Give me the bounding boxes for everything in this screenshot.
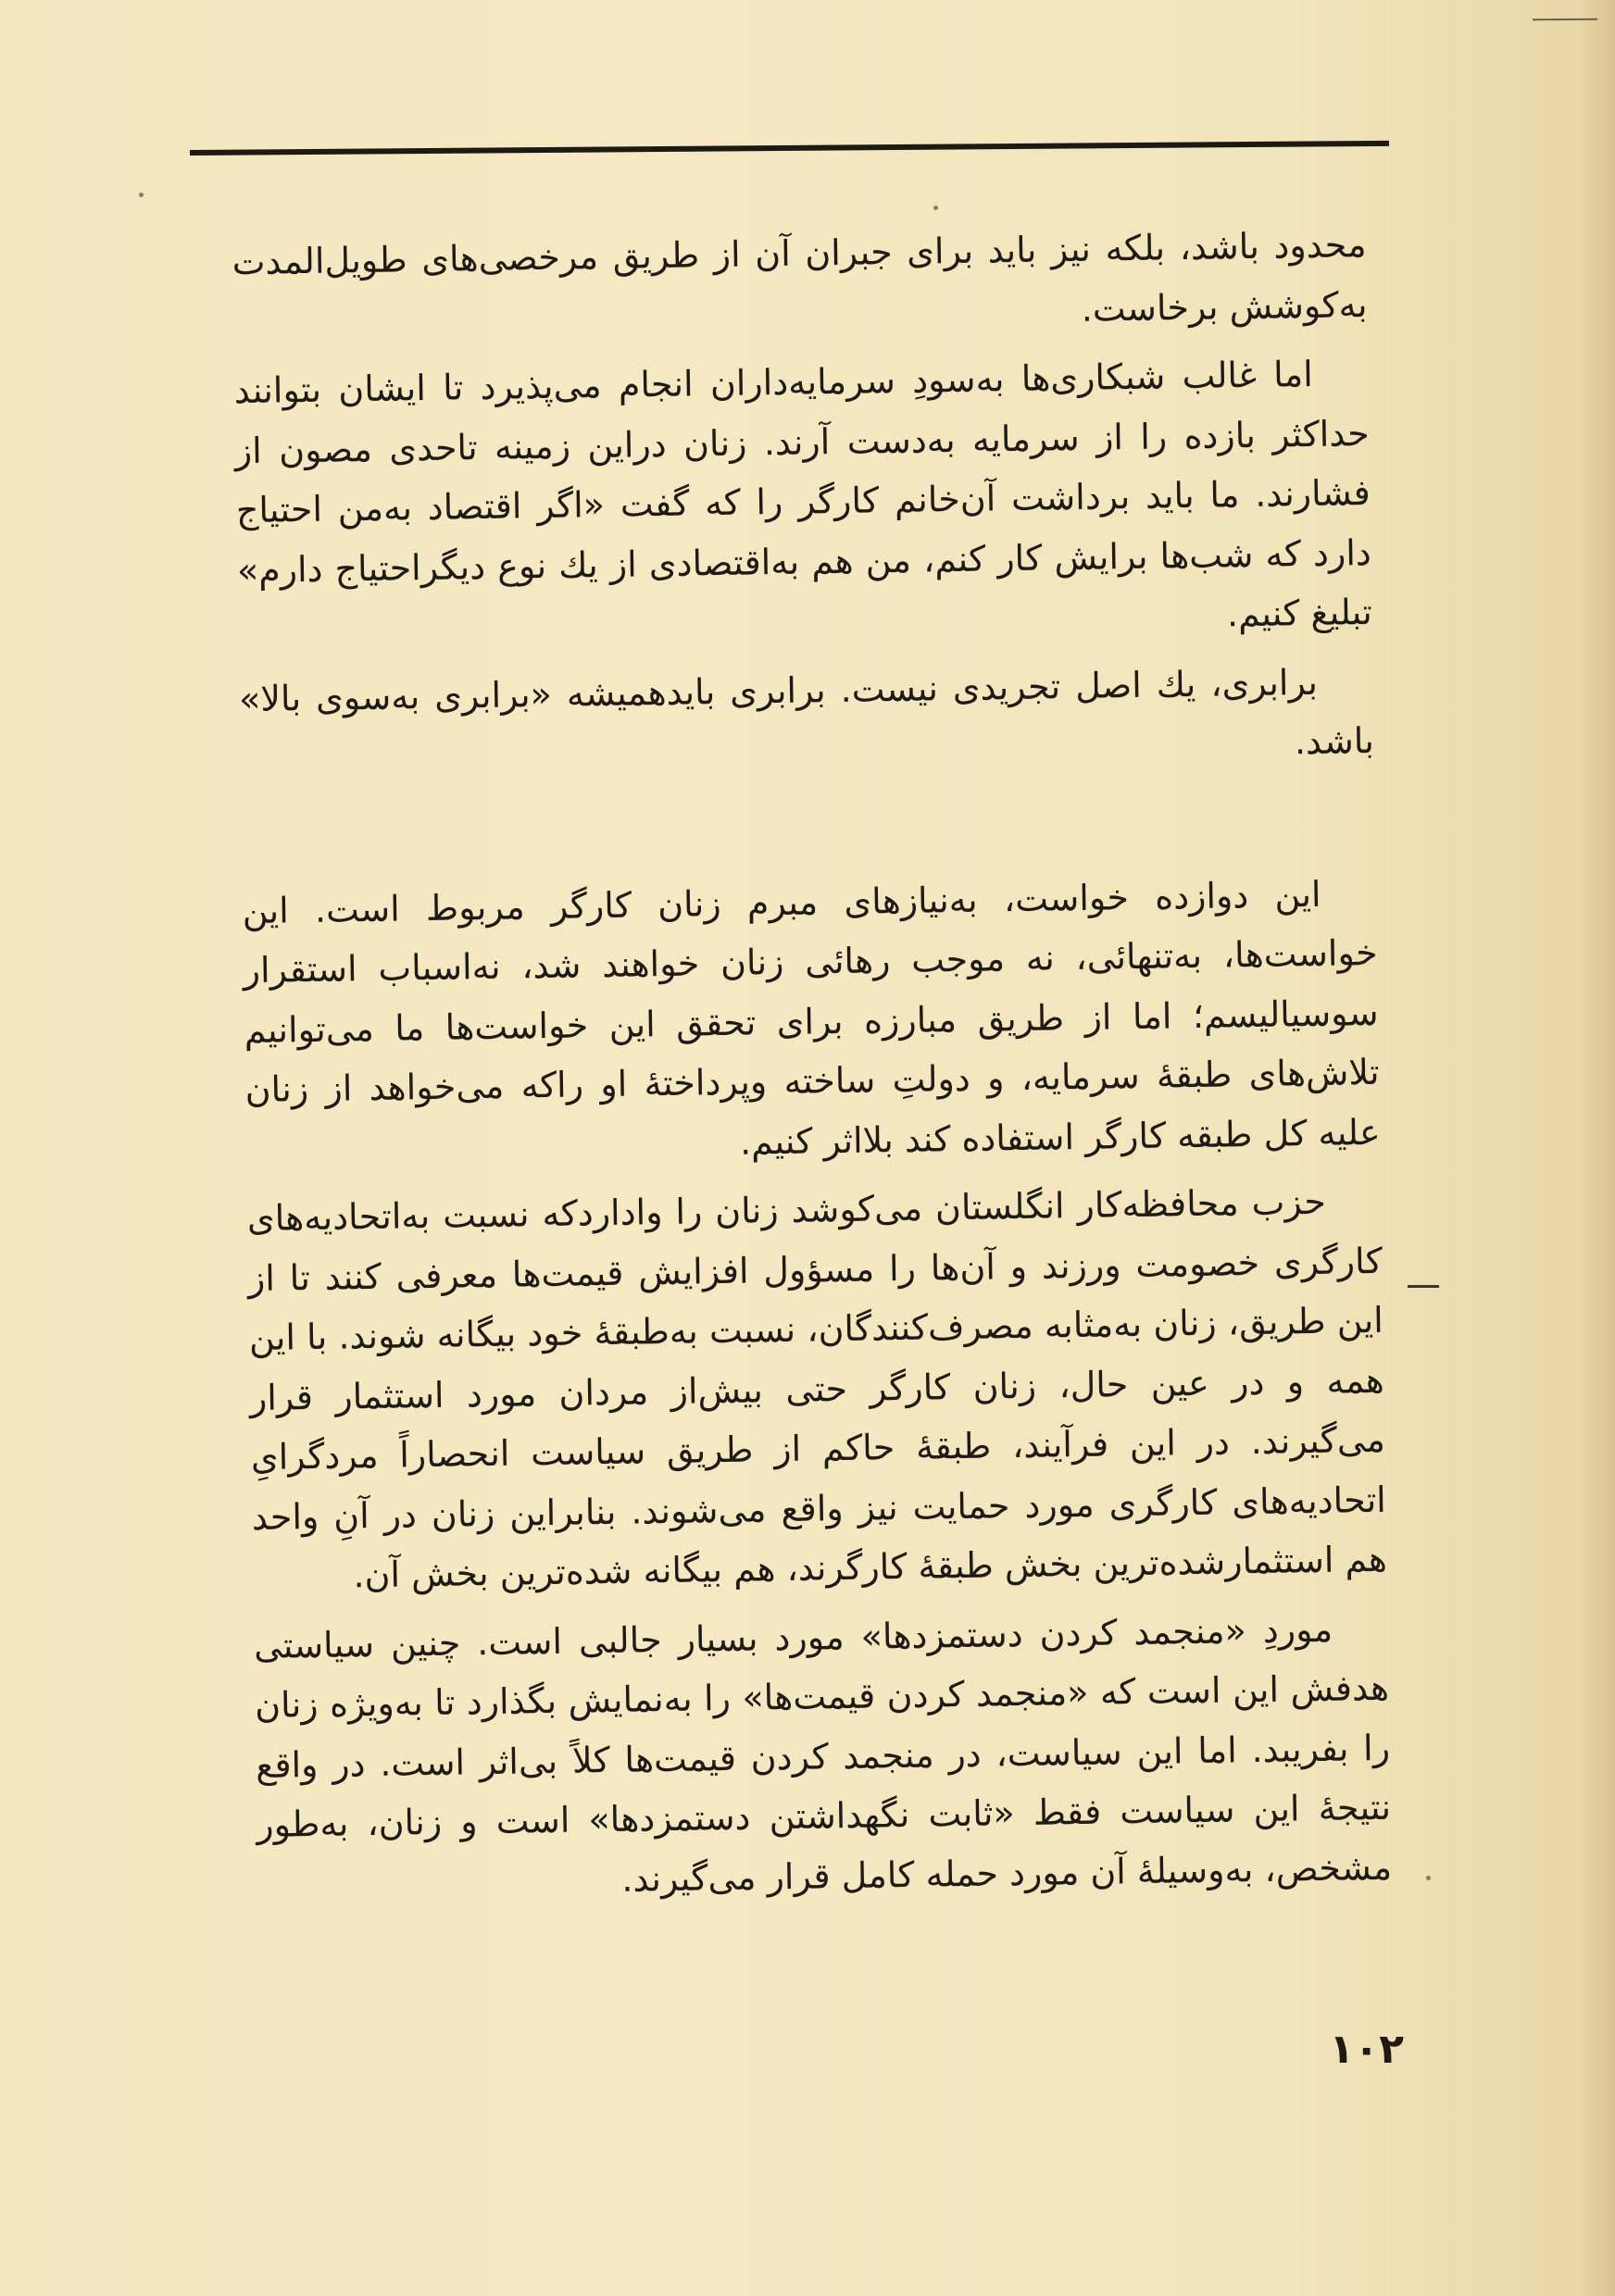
page-edge-shadow: [1578, 0, 1615, 2296]
header-rule: [190, 141, 1389, 156]
paragraph-3: برابری، یك اصل تجریدی نیست. برابری بایدهمیشه «برابری به‌سوی بالا» باشد.: [238, 661, 1375, 763]
margin-mark: [1408, 1285, 1439, 1288]
paper-speck: [139, 193, 144, 197]
paper-speck: [933, 206, 938, 210]
paper-speck: [1426, 1876, 1431, 1880]
paragraph-2: اما غالب شبکاری‌ها به‌سودِ سرمایه‌داران انجام می‌پذیرد تا ایشان بتوانند حداکثر بازده را از سرمایه به‌دست آرند. زنان دراین زمینه تاحدی مصون از فشارند. ما باید برداشت آن‌خانم کارگر را که گفت «اگر اقتصاد به‌من احتیاج دارد که شب‌ها برایش کار کنم، من هم به‌اقتصادی از یك نوع دیگراحتیاج دارم» تبلیغ کنیم.: [233, 353, 1373, 635]
paragraph-1: محدود باشد، بلکه نیز باید برای جبران آن از طریق مرخصی‌های طویل‌المدت به‌کوشش برخاست.: [232, 223, 1368, 330]
paragraph-6: موردِ «منجمد کردن دستمزدها» مورد بسیار جالبی است. چنین سیاستی هدفش این است که «منجمد کردن قیمت‌ها» را به‌نمایش بگذارد تا به‌ویژه زنان را بفریبد. اما این سیاست، در منجمد کردن قیمت‌ها کلاً بی‌اثر است. در واقع نتیجهٔ این سیاست فقط «ثابت نگهداشتن دستمزدها» است و زنان، به‌طور مشخص، به‌وسیلهٔ آن مورد حمله کامل قرار می‌گیرند.: [253, 1608, 1393, 1900]
paragraph-5: حزب محافظه‌کار انگلستان می‌کوشد زنان را وادارد‌که نسبت به‌اتحادیه‌های کارگری خصومت ورزند و آن‌ها را مسؤول افزایش قیمت‌ها معرفی کنند تا از این طریق، زنان به‌مثابه مصرف‌کنندگان، نسبت به‌طبقهٔ خود بیگانه شوند. با این همه و در عین حال، زنان کارگر حتی بیش‌از مردان مورد استثمار قرار می‌گیرند. در این فرآیند، طبقهٔ حاکم از طریق سیاست انحصاراً مردگرایِ اتحادیه‌های کارگری مورد حمایت نیز واقع می‌شوند. بنابراین زنان در آنِ واحد هم استثمارشده‌ترین بخش طبقهٔ کارگرند، هم بیگانه شده‌ترین بخش آن.: [246, 1180, 1388, 1596]
page-number: ۱۰۲: [1329, 2026, 1404, 2073]
body-text: [232, 215, 1393, 1924]
paragraph-4: این دوازده خواست، به‌نیازهای مبرم زنان کارگر مربوط است. این خواست‌ها، به‌تنهائی، نه موجب رهائی زنان خواهند شد، نه‌اسباب استقرار سوسیالیسم؛ اما از طریق مبارزه برای تحقق این خواست‌ها ما می‌توانیم تلاش‌های طبقهٔ سرمایه، و دولتِ ساخته وپرداختهٔ او راکه می‌خواهد از زنان علیه کل طبقه کارگر استفاده کند بلااثر کنیم.: [242, 873, 1381, 1163]
